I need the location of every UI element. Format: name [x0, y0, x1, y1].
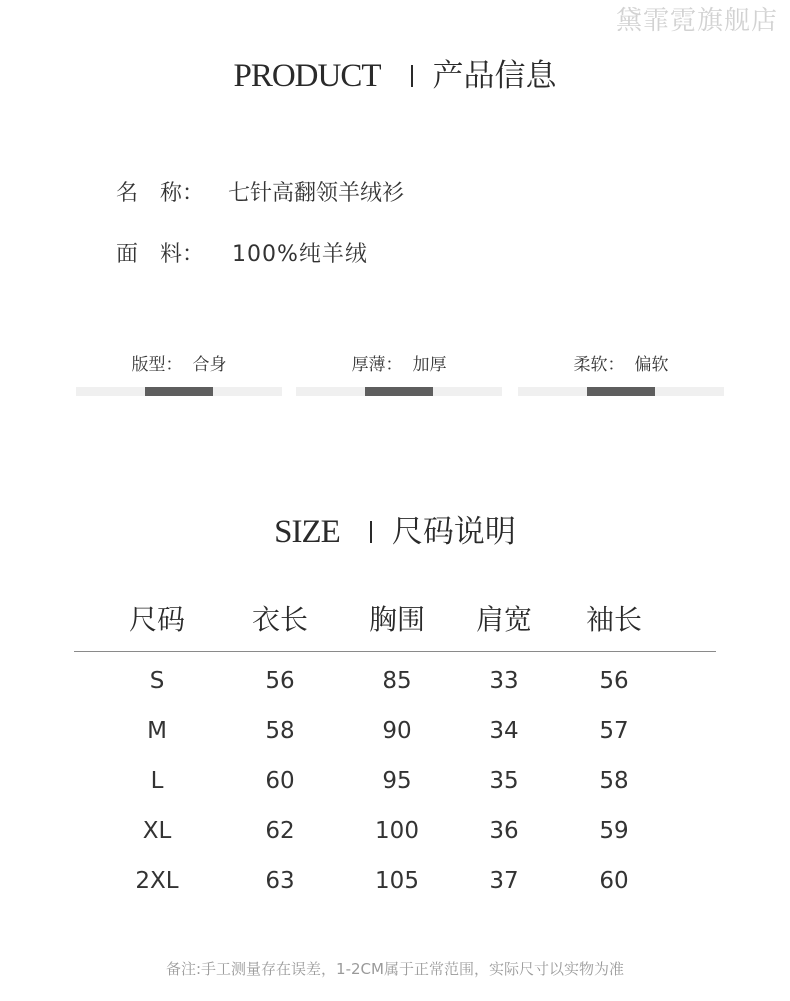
table-cell: 95: [382, 768, 412, 794]
table-cell: S: [149, 668, 165, 694]
attribute-label: 厚薄：: [351, 355, 403, 375]
attribute-label: 版型：: [131, 355, 183, 375]
product-title-en: PRODUCT: [233, 58, 381, 94]
size-section-title: [0, 506, 790, 551]
attribute-label: 柔软：: [573, 355, 625, 375]
table-cell: 90: [382, 718, 412, 744]
table-cell: L: [150, 768, 164, 794]
table-cell: 60: [265, 768, 295, 794]
attribute-value: 合身: [192, 355, 227, 375]
info-label: 面 料：: [116, 242, 205, 267]
product-title-cn: 产品信息: [432, 58, 557, 94]
table-cell: 58: [265, 718, 295, 744]
table-cell: 36: [489, 818, 519, 844]
table-cell: 35: [489, 768, 519, 794]
table-cell: 105: [375, 868, 419, 894]
info-value: 七针高翻领羊绒衫: [228, 181, 405, 206]
attribute-softness: [518, 350, 724, 378]
table-cell: 59: [599, 818, 629, 844]
table-header-cell: 尺码: [128, 603, 185, 636]
attribute-value: 加厚: [412, 355, 447, 375]
attribute-marker: [365, 387, 433, 396]
table-cell: 56: [599, 668, 629, 694]
attribute-marker: [145, 387, 213, 396]
table-cell: 62: [265, 818, 295, 844]
table-cell: M: [147, 718, 167, 744]
table-cell: 2XL: [135, 868, 179, 894]
attribute-marker: [587, 387, 655, 396]
measurement-note: 备注:手工测量存在误差，1-2CM属于正常范围，实际尺寸以实物为准: [166, 960, 624, 978]
attribute-fit: [76, 350, 282, 378]
table-cell: 63: [265, 868, 295, 894]
size-title-en: SIZE: [274, 514, 340, 550]
attribute-scale: [296, 387, 502, 396]
table-cell: 58: [599, 768, 629, 794]
table-header-cell: 袖长: [585, 603, 642, 636]
title-divider: [411, 65, 413, 87]
table-cell: 37: [489, 868, 519, 894]
size-title-cn: 尺码说明: [391, 514, 516, 550]
table-row: [74, 652, 716, 702]
table-cell: 34: [489, 718, 519, 744]
table-header-row: [74, 596, 716, 652]
table-cell: 100: [375, 818, 419, 844]
table-row: [74, 702, 716, 752]
table-row: [74, 852, 716, 902]
table-cell: 60: [599, 868, 629, 894]
table-cell: 57: [599, 718, 629, 744]
table-cell: 33: [489, 668, 519, 694]
info-row-name: [116, 176, 404, 207]
table-cell: 56: [265, 668, 295, 694]
table-row: [74, 802, 716, 852]
attribute-thickness: [296, 350, 502, 378]
product-section-title: [0, 50, 790, 95]
table-header-cell: 肩宽: [475, 603, 532, 636]
info-row-material: [116, 237, 368, 268]
attribute-scale: [76, 387, 282, 396]
store-watermark: 黛霏霓旗舰店: [615, 6, 778, 36]
size-table: [74, 596, 716, 902]
info-value: 100%纯羊绒: [232, 242, 368, 267]
attribute-value: 偏软: [634, 355, 669, 375]
title-divider: [370, 521, 372, 543]
table-cell: 85: [382, 668, 412, 694]
table-header-cell: 衣长: [251, 603, 308, 636]
table-row: [74, 752, 716, 802]
table-cell: XL: [142, 818, 172, 844]
attribute-scale: [518, 387, 724, 396]
table-header-cell: 胸围: [368, 603, 425, 636]
info-label: 名 称：: [116, 181, 205, 206]
